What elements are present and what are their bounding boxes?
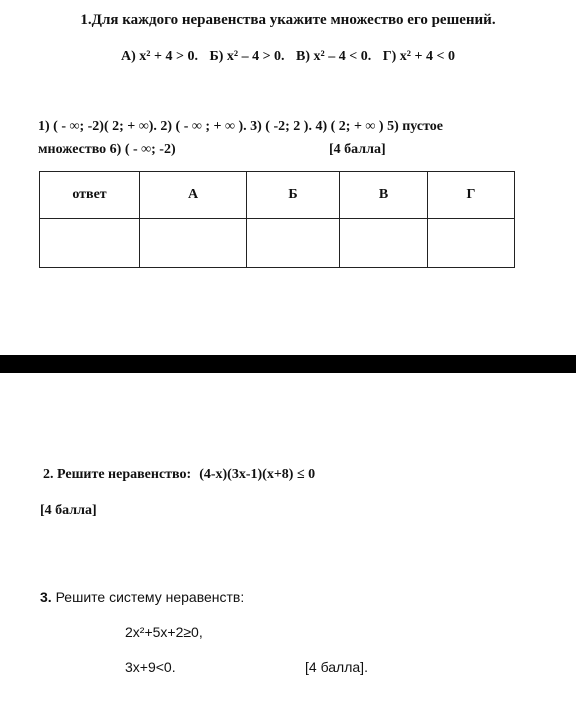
question-1-points: [4 балла] — [329, 142, 386, 157]
answer-options-line-2 — [38, 142, 478, 158]
question-3 — [40, 589, 244, 605]
answer-cell-v[interactable] — [340, 219, 428, 268]
answer-table — [39, 171, 515, 268]
question-2 — [43, 467, 315, 483]
question-1-title: 1.Для каждого неравенства укажите множество его решений. — [80, 12, 496, 28]
question-2-label: 2. Решите неравенство: — [43, 467, 192, 482]
answer-cell-g[interactable] — [428, 219, 515, 268]
answer-options-line-1: 1) ( - ∞; -2)( 2; + ∞). 2) ( - ∞ ; + ∞ ). 3) ( -2; 2 ). 4) ( 2; + ∞ ) 5) пустое — [38, 119, 443, 134]
system-line-1: 2x²+5x+2≥0, — [125, 624, 203, 640]
inequality-b: Б) x² – 4 > 0. — [209, 49, 285, 64]
question-3-label: Решите систему неравенств: — [55, 589, 245, 605]
answer-cell-b[interactable] — [247, 219, 340, 268]
header-g: Г — [428, 172, 515, 219]
inequality-g: Г) x² + 4 < 0 — [382, 49, 455, 64]
header-answer: ответ — [40, 172, 140, 219]
header-v: В — [340, 172, 428, 219]
system-line-2: 3x+9<0. — [125, 659, 176, 675]
question-1-inequalities — [0, 49, 576, 65]
question-3-points: [4 балла]. — [305, 659, 368, 675]
answer-table-header-row — [40, 172, 515, 219]
question-2-inequality: (4-x)(3x-1)(x+8) ≤ 0 — [199, 467, 316, 482]
question-3-number: 3. — [40, 589, 52, 605]
question-2-points: [4 балла] — [40, 503, 97, 518]
answer-options-text: множество 6) ( - ∞; -2) — [38, 142, 176, 157]
inequality-a: А) x² + 4 > 0. — [121, 49, 198, 64]
answer-cell-a[interactable] — [140, 219, 247, 268]
header-b: Б — [247, 172, 340, 219]
page-separator — [0, 355, 576, 373]
answer-table-input-row — [40, 219, 515, 268]
inequality-v: В) x² – 4 < 0. — [296, 49, 372, 64]
header-a: А — [140, 172, 247, 219]
answer-cell-label — [40, 219, 140, 268]
